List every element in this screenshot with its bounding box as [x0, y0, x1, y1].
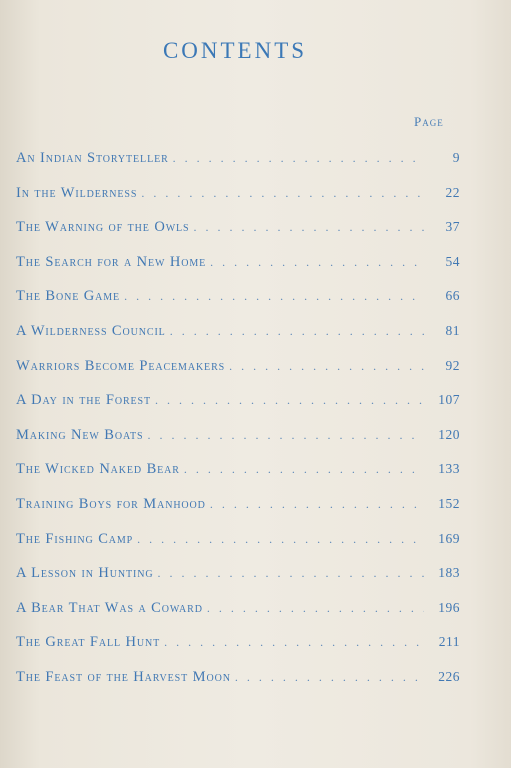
- dot-leader: [207, 601, 424, 616]
- toc-entry: [16, 427, 460, 462]
- dot-leader: [137, 532, 424, 547]
- toc-entry-title: A Lesson in Hunting: [16, 565, 154, 582]
- toc-entry: [16, 150, 460, 185]
- toc-entry: [16, 185, 460, 220]
- toc-entry-title: The Warning of the Owls: [16, 219, 190, 236]
- dot-leader: [235, 670, 424, 685]
- toc-entry-page: 211: [438, 634, 460, 650]
- toc-entry-page: 196: [438, 599, 460, 615]
- toc-entry: [16, 531, 460, 566]
- table-of-contents: [16, 150, 460, 704]
- toc-entry-title: The Great Fall Hunt: [16, 634, 161, 651]
- toc-entry-title: The Feast of the Harvest Moon: [16, 668, 231, 685]
- page-column-label: Page: [414, 114, 444, 129]
- toc-entry-page: 152: [438, 495, 460, 511]
- toc-entry-page: 226: [438, 668, 460, 684]
- toc-entry-page: 81: [445, 322, 460, 338]
- toc-entry-page: 183: [438, 565, 460, 581]
- dot-leader: [184, 462, 424, 477]
- toc-entry-page: 169: [438, 530, 460, 546]
- toc-entry: [16, 496, 460, 531]
- dot-leader: [141, 186, 424, 201]
- dot-leader: [229, 359, 424, 374]
- toc-entry-page: 92: [445, 357, 460, 373]
- toc-entry: [16, 219, 460, 254]
- dot-leader: [158, 566, 424, 581]
- toc-entry-title: The Search for a New Home: [16, 253, 207, 270]
- dot-leader: [170, 324, 424, 339]
- toc-entry: [16, 461, 460, 496]
- toc-entry-title: The Fishing Camp: [16, 530, 134, 547]
- toc-entry-page: 133: [438, 461, 460, 477]
- dot-leader: [210, 255, 424, 270]
- dot-leader: [124, 289, 424, 304]
- toc-entry-title: A Day in the Forest: [16, 392, 151, 409]
- toc-entry-page: 22: [445, 184, 460, 200]
- toc-entry-page: 9: [452, 150, 460, 165]
- toc-entry-page: 54: [445, 253, 460, 269]
- dot-leader: [173, 151, 424, 166]
- toc-entry-title: In the Wilderness: [16, 184, 138, 201]
- toc-entry-title: Warriors Become Peacemakers: [16, 357, 226, 374]
- toc-entry: [16, 323, 460, 358]
- toc-entry-title: A Wilderness Council: [16, 322, 166, 339]
- toc-entry: [16, 358, 460, 393]
- toc-entry: [16, 669, 460, 704]
- dot-leader: [210, 497, 424, 512]
- toc-entry-title: The Wicked Naked Bear: [16, 461, 180, 478]
- toc-entry: [16, 254, 460, 289]
- toc-entry-title: A Bear That Was a Coward: [16, 599, 203, 616]
- dot-leader: [194, 220, 425, 235]
- toc-entry-page: 107: [438, 392, 460, 408]
- toc-entry-page: 66: [445, 288, 460, 304]
- toc-entry-title: Making New Boats: [16, 426, 144, 443]
- toc-entry-page: 120: [438, 426, 460, 442]
- toc-entry: [16, 392, 460, 427]
- toc-entry: [16, 634, 460, 669]
- dot-leader: [164, 635, 424, 650]
- toc-entry-page: 37: [445, 219, 460, 235]
- dot-leader: [155, 393, 424, 408]
- contents-heading: CONTENTS: [162, 38, 308, 63]
- toc-entry: [16, 288, 460, 323]
- dot-leader: [147, 428, 424, 443]
- toc-entry-title: An Indian Storyteller: [16, 150, 169, 166]
- toc-entry-title: Training Boys for Manhood: [16, 495, 206, 512]
- toc-entry-title: The Bone Game: [16, 288, 121, 305]
- toc-entry: [16, 600, 460, 635]
- toc-entry: [16, 565, 460, 600]
